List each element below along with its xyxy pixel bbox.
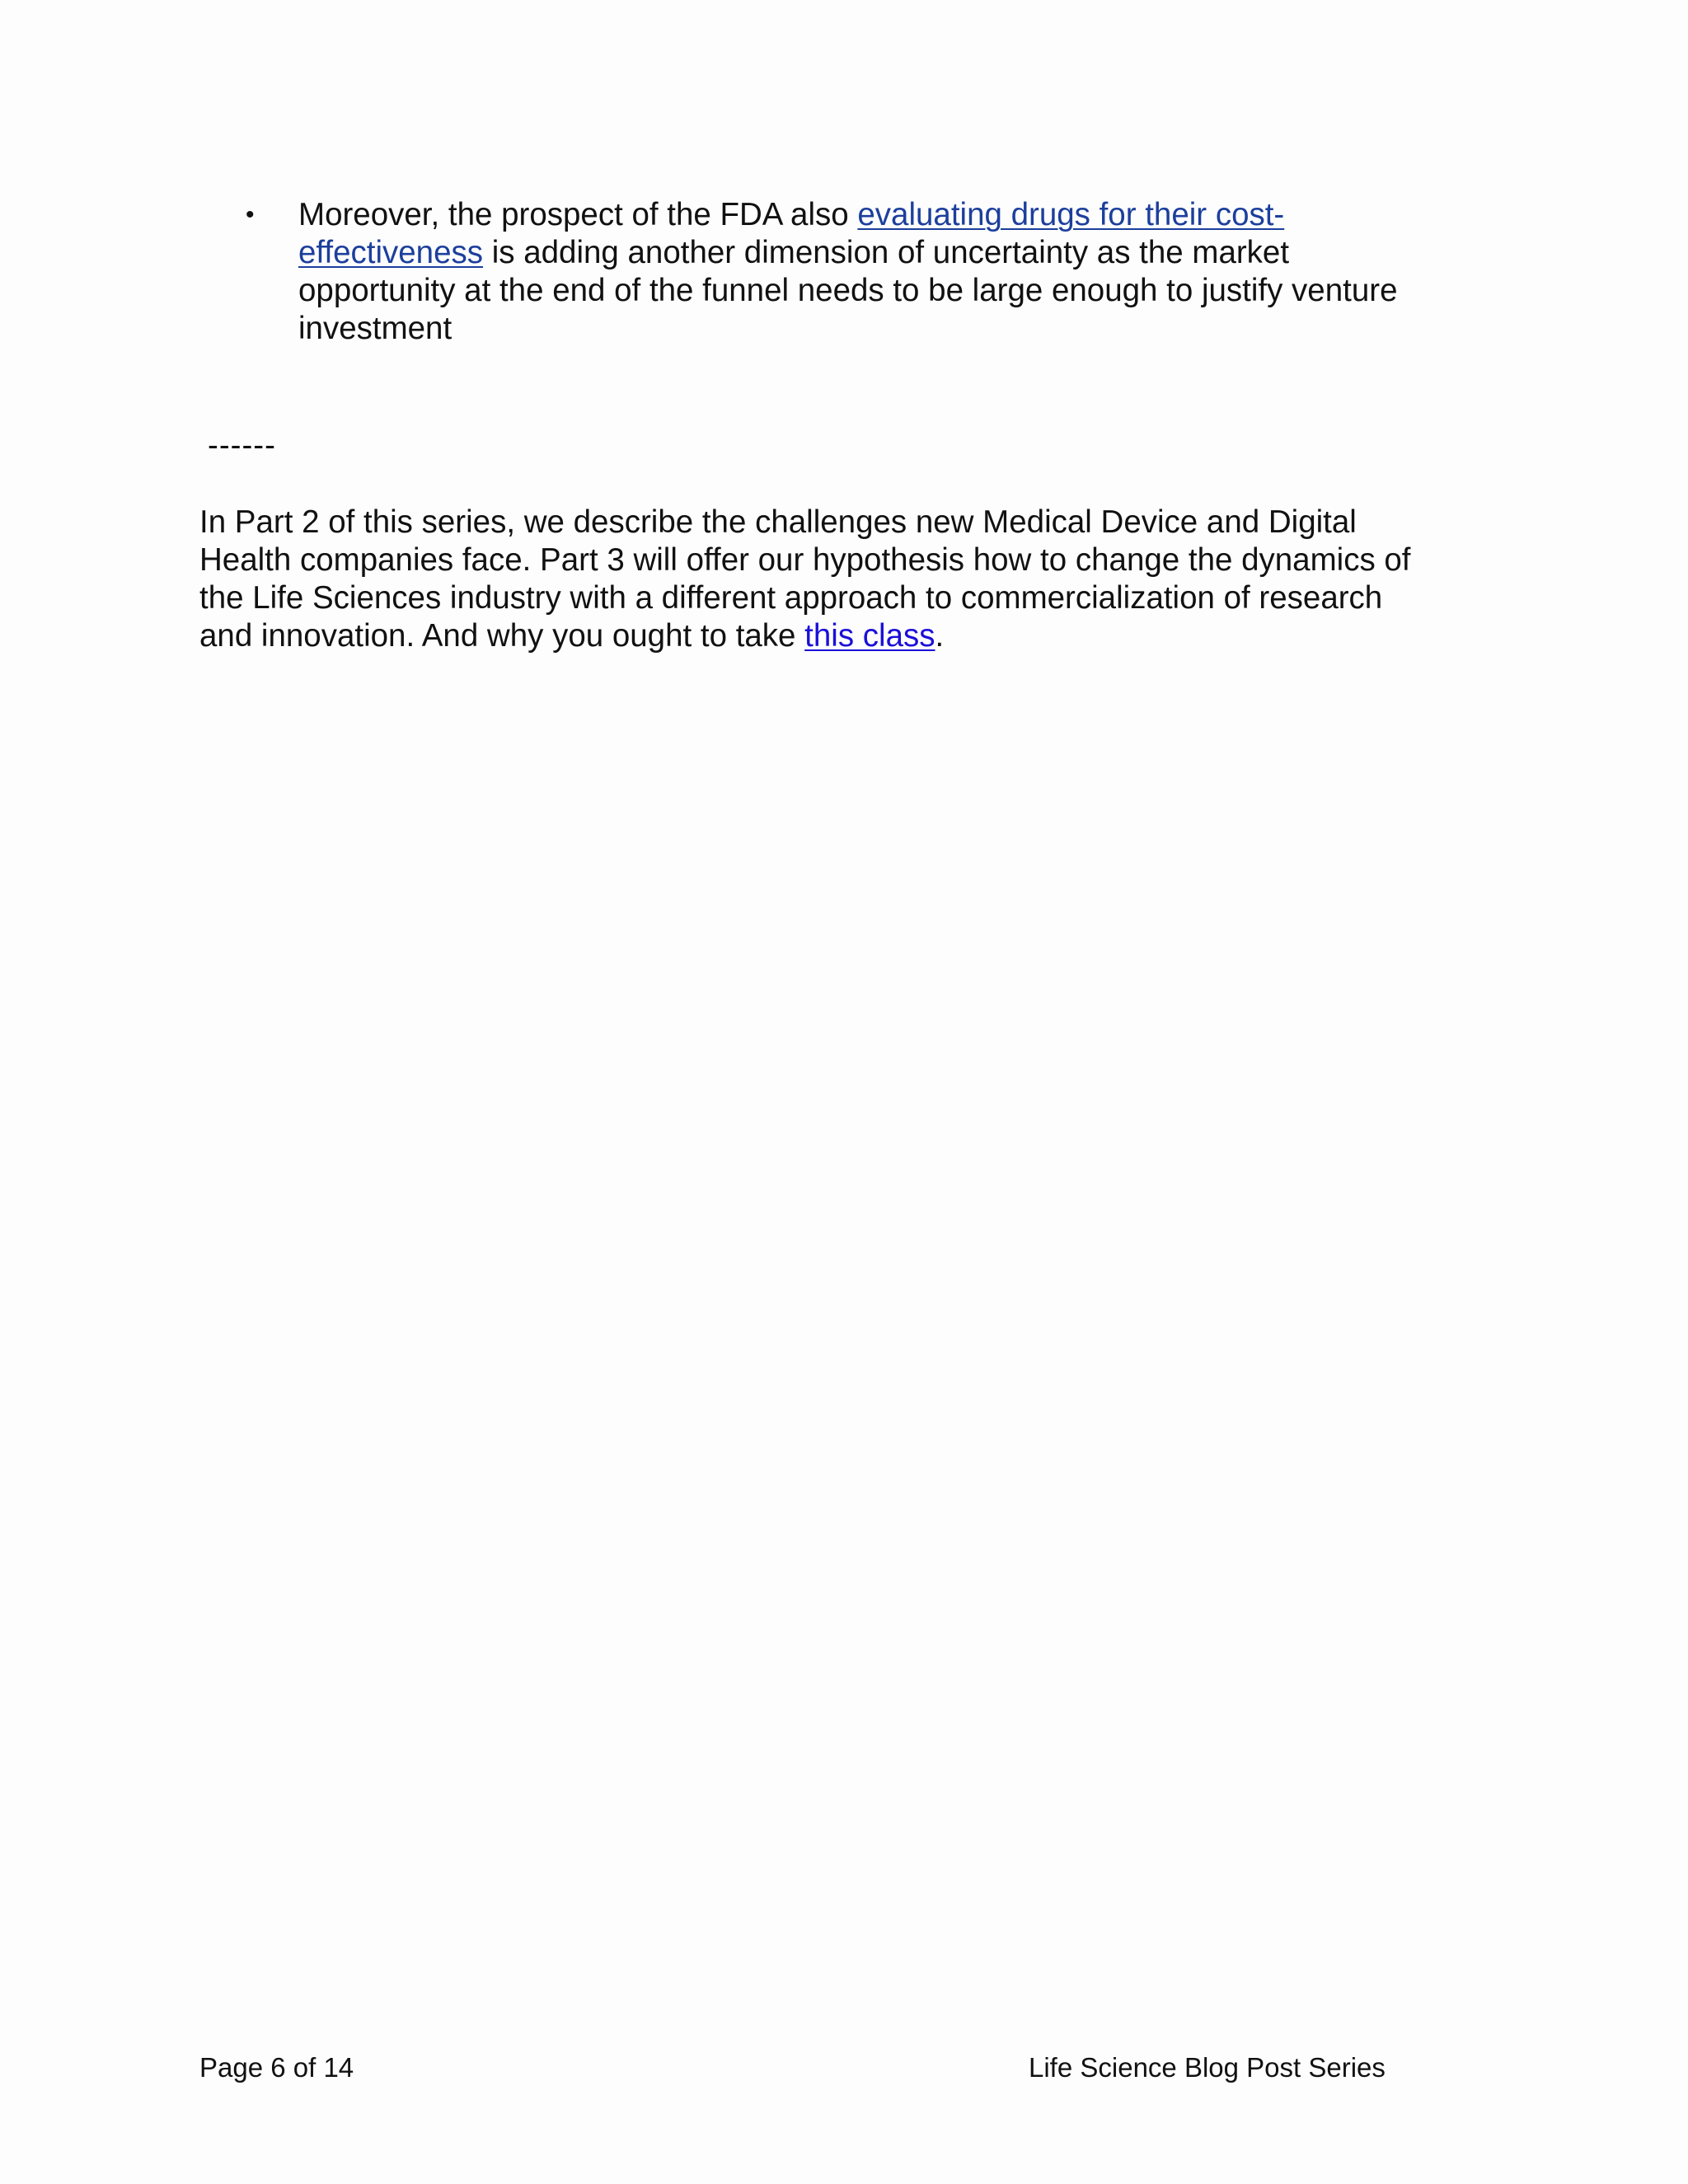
closing-paragraph xyxy=(199,504,1518,655)
bullet-line-1 xyxy=(298,196,1518,234)
fda-cost-effectiveness-link-continued[interactable]: effectiveness xyxy=(298,235,484,270)
section-separator: ------ xyxy=(208,428,276,463)
fda-cost-effectiveness-link[interactable]: evaluating drugs for their cost- xyxy=(857,197,1285,232)
bullet-text xyxy=(298,196,1518,348)
bullet-line-4: investment xyxy=(298,311,452,346)
bullet-marker: • xyxy=(246,201,255,228)
paragraph-line-1: In Part 2 of this series, we describe the challenges new Medical Device and Digital xyxy=(199,504,1357,540)
paragraph-period: . xyxy=(935,618,945,654)
page-number-footer: Page 6 of 14 xyxy=(199,2052,354,2083)
series-title-footer: Life Science Blog Post Series xyxy=(1029,2052,1386,2083)
paragraph-line-4-text: and innovation. And why you ought to take xyxy=(199,618,805,654)
bullet-line-1-text: Moreover, the prospect of the FDA also xyxy=(298,197,858,232)
bullet-line-2-text: is adding another dimension of uncertainty as the market xyxy=(483,235,1290,270)
paragraph-line-4 xyxy=(199,617,1518,655)
this-class-link[interactable]: this class xyxy=(804,618,935,654)
paragraph-line-3: the Life Sciences industry with a different approach to commercialization of research xyxy=(199,580,1383,616)
bullet-line-3: opportunity at the end of the funnel needs to be large enough to justify venture xyxy=(298,273,1398,308)
bullet-line-2 xyxy=(298,234,1518,272)
paragraph-line-2: Health companies face. Part 3 will offer our hypothesis how to change the dynamics of xyxy=(199,542,1411,578)
